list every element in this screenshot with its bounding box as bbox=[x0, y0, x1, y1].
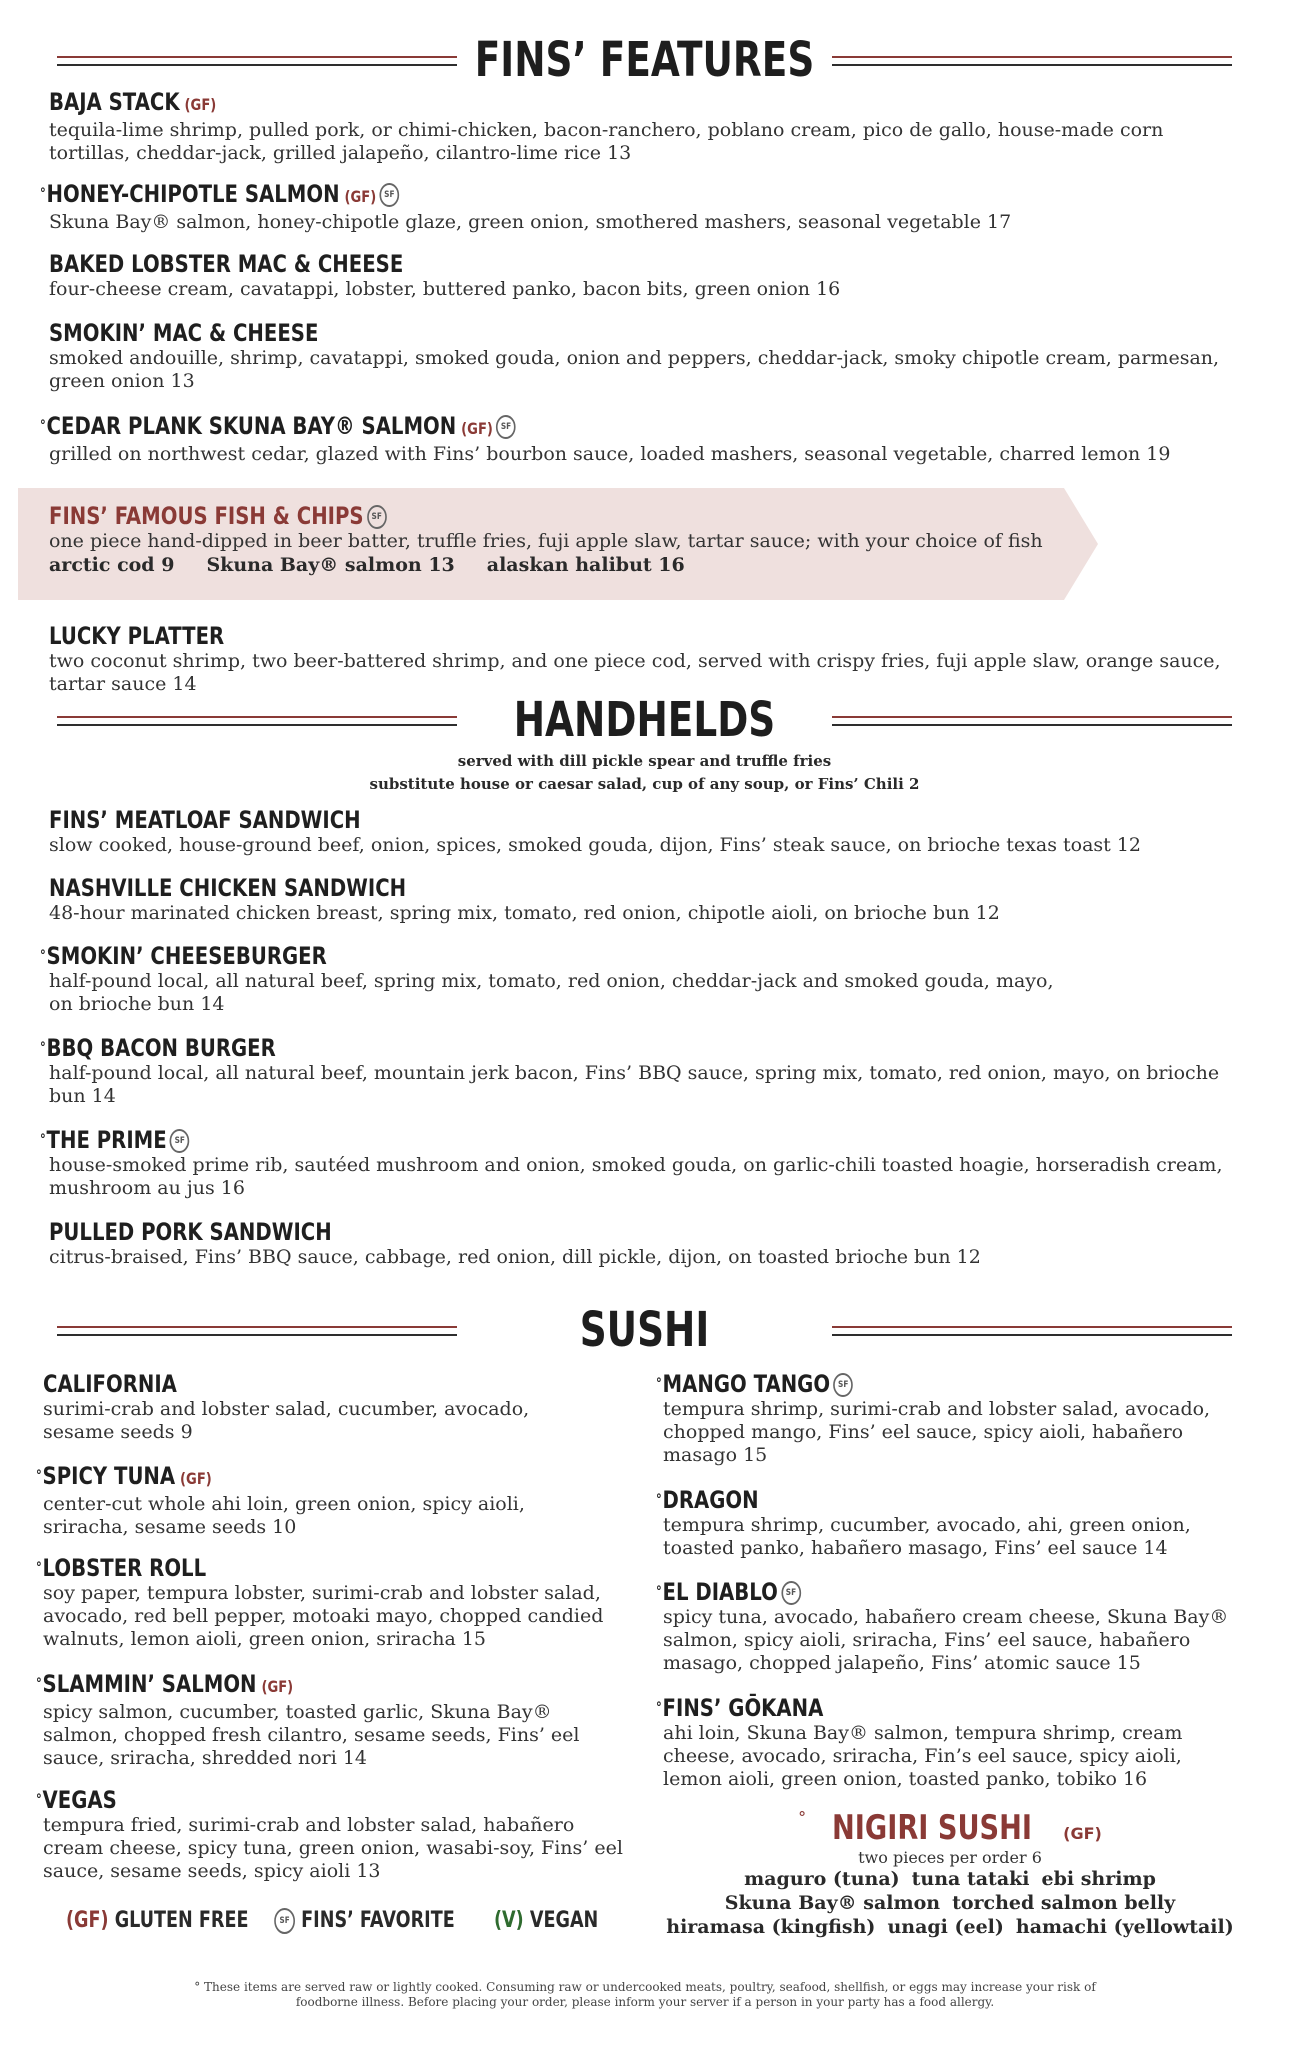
menu-item-the-prime bbox=[40, 1126, 1240, 1200]
section-header-sushi bbox=[0, 1300, 1289, 1360]
menu-item-baked-lobster-mac bbox=[49, 250, 1249, 301]
sushi-item-lobster-roll bbox=[36, 1554, 616, 1651]
raw-marker: ° bbox=[656, 1376, 662, 1392]
nigiri-subtitle: two pieces per order 6 bbox=[858, 1848, 1042, 1867]
item-description: slow cooked, house-ground beef, onion, spices, smoked gouda, dijon, Fins’ steak sauce, on brioche texas toast 12 bbox=[49, 834, 1141, 856]
gf-tag: (GF) bbox=[261, 1677, 294, 1696]
gf-tag: (GF) bbox=[461, 419, 493, 438]
item-name: °VEGAS bbox=[36, 1786, 117, 1814]
raw-marker: ° bbox=[40, 1040, 46, 1056]
section-title-handhelds: HANDHELDS bbox=[513, 692, 776, 748]
sushi-item-california bbox=[43, 1370, 603, 1444]
header-rule-right bbox=[832, 716, 1232, 728]
nigiri-option: Skuna Bay® salmon bbox=[724, 1892, 941, 1914]
item-description: tempura shrimp, surimi-crab and lobster salad, avocado, chopped mango, Fins’ eel sauce, spicy aioli, habañero masago 15 bbox=[663, 1398, 1211, 1466]
item-name: °HONEY-CHIPOTLE SALMON (GF) SF bbox=[40, 180, 399, 211]
item-description: two coconut shrimp, two beer-battered shrimp, and one piece cod, served with crispy fries, fuji apple slaw, orange sauce, tartar sauce 14 bbox=[49, 650, 1221, 695]
item-description: citrus-braised, Fins’ BBQ sauce, cabbage, red onion, dill pickle, dijon, on toasted brioche bun 12 bbox=[49, 1246, 981, 1268]
item-name: °MANGO TANGO SF bbox=[656, 1370, 853, 1398]
nigiri-option: torched salmon belly bbox=[952, 1892, 1176, 1914]
sushi-item-slammin-salmon bbox=[36, 1670, 626, 1770]
sushi-item-vegas bbox=[36, 1786, 626, 1883]
sushi-item-spicy-tuna bbox=[36, 1462, 596, 1539]
item-description: tempura fried, surimi-crab and lobster salad, habañero cream cheese, spicy tuna, green onion, wasabi-soy, Fins’ eel sauce, sesame seeds, spicy aioli 13 bbox=[43, 1814, 623, 1882]
section-header-features bbox=[0, 30, 1289, 90]
raw-marker: ° bbox=[656, 1584, 662, 1600]
menu-item-honey-chipotle-salmon bbox=[40, 180, 1240, 234]
item-description: smoked andouille, shrimp, cavatappi, smoked gouda, onion and peppers, cheddar-jack, smoky chipotle cream, parmesan, green onion 13 bbox=[49, 347, 1220, 392]
gf-tag: (GF) bbox=[184, 95, 217, 114]
raw-marker: ° bbox=[40, 418, 46, 434]
nigiri-option: hiramasa (kingfish) bbox=[666, 1916, 876, 1938]
item-description: center-cut whole ahi loin, green onion, spicy aioli, sriracha, sesame seeds 10 bbox=[43, 1493, 525, 1538]
item-name: °THE PRIME SF bbox=[40, 1126, 190, 1154]
item-description: spicy tuna, avocado, habañero cream cheese, Skuna Bay® salmon, spicy aioli, sriracha, Fins’ eel sauce, habañero masago, chopped jalapeño, Fins’ atomic sauce 15 bbox=[663, 1606, 1229, 1674]
item-description: tempura shrimp, cucumber, avocado, ahi, green onion, toasted panko, habañero masago, Fins’ eel sauce 14 bbox=[663, 1514, 1191, 1559]
fins-favorite-icon: SF bbox=[833, 1373, 853, 1397]
raw-marker: ° bbox=[36, 1468, 42, 1484]
nigiri-title: NIGIRI SUSHI bbox=[832, 1808, 1033, 1848]
nigiri-section bbox=[660, 1808, 1240, 1939]
fish-options bbox=[49, 553, 1089, 577]
item-name: FINS’ FAMOUS FISH & CHIPS SF bbox=[49, 502, 387, 530]
raw-marker: ° bbox=[36, 1560, 42, 1576]
legend-fins-favorite: SF FINS’ FAVORITE bbox=[271, 1908, 455, 1934]
menu-item-baja-stack bbox=[49, 88, 1249, 165]
raw-marker: ° bbox=[40, 1132, 46, 1148]
fins-favorite-icon: SF bbox=[170, 1129, 190, 1153]
item-description: grilled on northwest cedar, glazed with Fins’ bourbon sauce, loaded mashers, seasonal vegetable, charred lemon 19 bbox=[49, 443, 1171, 465]
fish-option: alaskan halibut 16 bbox=[486, 554, 685, 576]
item-name: °SMOKIN’ CHEESEBURGER bbox=[40, 942, 327, 970]
menu-item-fish-and-chips bbox=[49, 502, 1089, 577]
item-name: NASHVILLE CHICKEN SANDWICH bbox=[49, 874, 407, 902]
legend-gluten-free: (GF) GLUTEN FREE bbox=[66, 1908, 249, 1933]
menu-item-cedar-plank-salmon bbox=[40, 412, 1240, 466]
menu-item-bbq-bacon-burger bbox=[40, 1034, 1240, 1108]
item-name: °CEDAR PLANK SKUNA BAY® SALMON (GF) SF bbox=[40, 412, 516, 443]
item-name: °BBQ BACON BURGER bbox=[40, 1034, 276, 1062]
item-name: °SPICY TUNA (GF) bbox=[36, 1462, 212, 1490]
raw-marker: ° bbox=[656, 1700, 662, 1716]
item-name: °SLAMMIN’ SALMON (GF) bbox=[36, 1670, 294, 1698]
item-name: FINS’ MEATLOAF SANDWICH bbox=[49, 806, 361, 834]
raw-marker: ° bbox=[798, 1808, 807, 1827]
gf-tag: (GF) bbox=[180, 1469, 212, 1488]
nigiri-row-1 bbox=[660, 1867, 1240, 1891]
nigiri-row-2 bbox=[660, 1891, 1240, 1915]
nigiri-option: hamachi (yellowtail) bbox=[1015, 1916, 1234, 1938]
section-header-handhelds bbox=[0, 690, 1289, 750]
handhelds-note-1: served with dill pickle spear and truffle fries bbox=[457, 752, 832, 770]
section-title-features: FINS’ FEATURES bbox=[474, 32, 815, 88]
raw-food-disclaimer: ° These items are served raw or lightly cooked. Consuming raw or undercooked meats, poultry, seafood, shellfish, or eggs may increase your risk of foodborne illness. Before placing your order, please inform your server if a person in your party has a food allergy. bbox=[194, 1980, 1096, 2009]
legend-vegan: (V) VEGAN bbox=[494, 1908, 599, 1933]
item-description: four-cheese cream, cavatappi, lobster, buttered panko, bacon bits, green onion 16 bbox=[49, 278, 841, 300]
menu-item-smokin-mac bbox=[49, 319, 1229, 393]
fins-favorite-icon: SF bbox=[380, 183, 400, 207]
nigiri-row-3 bbox=[660, 1915, 1240, 1939]
item-description: 48-hour marinated chicken breast, spring mix, tomato, red onion, chipotle aioli, on brioche bun 12 bbox=[49, 902, 1000, 924]
raw-marker: ° bbox=[40, 186, 46, 202]
nigiri-option: ebi shrimp bbox=[1041, 1868, 1156, 1890]
item-name: SMOKIN’ MAC & CHEESE bbox=[49, 319, 319, 347]
item-description: spicy salmon, cucumber, toasted garlic, Skuna Bay® salmon, chopped fresh cilantro, sesame seeds, Fins’ eel sauce, sriracha, shredded nori 14 bbox=[43, 1701, 580, 1769]
item-name: °LOBSTER ROLL bbox=[36, 1554, 207, 1582]
header-rule-right bbox=[832, 56, 1232, 68]
item-description: half-pound local, all natural beef, mountain jerk bacon, Fins’ BBQ sauce, spring mix, tomato, red onion, mayo, on brioche bun 14 bbox=[49, 1062, 1220, 1107]
item-name: CALIFORNIA bbox=[43, 1370, 177, 1398]
header-rule-right bbox=[832, 1326, 1232, 1338]
item-description: ahi loin, Skuna Bay® salmon, tempura shrimp, cream cheese, avocado, sriracha, Fin’s eel sauce, spicy aioli, lemon aioli, green onion, toasted panko, tobiko 16 bbox=[663, 1722, 1183, 1790]
item-description: surimi-crab and lobster salad, cucumber, avocado, sesame seeds 9 bbox=[43, 1398, 530, 1443]
menu-item-smokin-cheeseburger bbox=[40, 942, 1070, 1016]
nigiri-option: tuna tataki bbox=[911, 1868, 1030, 1890]
sushi-item-el-diablo bbox=[656, 1578, 1236, 1675]
item-description: one piece hand-dipped in beer batter, truffle fries, fuji apple slaw, tartar sauce; with your choice of fish bbox=[49, 530, 1043, 552]
sushi-item-fins-gokana bbox=[656, 1694, 1246, 1791]
item-description: half-pound local, all natural beef, spring mix, tomato, red onion, cheddar-jack and smoked gouda, mayo, on brioche bun 14 bbox=[49, 970, 1054, 1015]
raw-marker: ° bbox=[40, 948, 46, 964]
raw-marker: ° bbox=[36, 1792, 42, 1808]
raw-marker: ° bbox=[36, 1676, 42, 1692]
menu-item-lucky-platter bbox=[49, 622, 1239, 696]
item-name: BAJA STACK (GF) bbox=[49, 88, 217, 116]
item-name: BAKED LOBSTER MAC & CHEESE bbox=[49, 250, 404, 278]
item-name: °DRAGON bbox=[656, 1486, 759, 1514]
section-title-sushi: SUSHI bbox=[579, 1302, 710, 1358]
fish-option: Skuna Bay® salmon 13 bbox=[206, 554, 455, 576]
fins-favorite-icon: SF bbox=[274, 1908, 295, 1934]
item-name: °FINS’ GŌKANA bbox=[656, 1694, 824, 1722]
item-description: house-smoked prime rib, sautéed mushroom and onion, smoked gouda, on garlic-chili toasted hoagie, horseradish cream, mushroom au jus 16 bbox=[49, 1154, 1223, 1199]
nigiri-heading bbox=[660, 1808, 1240, 1848]
nigiri-option: maguro (tuna) bbox=[744, 1868, 900, 1890]
gf-tag: (GF) bbox=[1063, 1824, 1102, 1843]
fins-favorite-icon: SF bbox=[496, 415, 516, 439]
raw-marker: ° bbox=[656, 1492, 662, 1508]
gf-tag: (GF) bbox=[344, 187, 377, 206]
item-description: tequila-lime shrimp, pulled pork, or chimi-chicken, bacon-ranchero, poblano cream, pico de gallo, house-made corn tortillas, cheddar-jack, grilled jalapeño, cilantro-lime rice 13 bbox=[49, 119, 1164, 164]
sushi-item-mango-tango bbox=[656, 1370, 1226, 1467]
fins-favorite-icon: SF bbox=[367, 505, 387, 529]
menu-legend bbox=[66, 1908, 666, 1940]
item-description: Skuna Bay® salmon, honey-chipotle glaze, green onion, smothered mashers, seasonal vegetable 17 bbox=[49, 211, 1012, 233]
item-description: soy paper, tempura lobster, surimi-crab and lobster salad, avocado, red bell pepper, motoaki mayo, chopped candied walnuts, lemon aioli, green onion, sriracha 15 bbox=[43, 1582, 604, 1650]
sushi-item-dragon bbox=[656, 1486, 1226, 1560]
menu-item-nashville-chicken bbox=[49, 874, 1249, 925]
fins-favorite-icon: SF bbox=[781, 1581, 801, 1605]
menu-item-pulled-pork bbox=[49, 1218, 1249, 1269]
fish-option: arctic cod 9 bbox=[49, 554, 175, 576]
handhelds-note-2: substitute house or caesar salad, cup of any soup, or Fins’ Chili 2 bbox=[369, 775, 920, 793]
item-name: LUCKY PLATTER bbox=[49, 622, 225, 650]
nigiri-option: unagi (eel) bbox=[887, 1916, 1004, 1938]
item-name: PULLED PORK SANDWICH bbox=[49, 1218, 332, 1246]
item-name: °EL DIABLO SF bbox=[656, 1578, 801, 1606]
menu-item-meatloaf-sandwich bbox=[49, 806, 1249, 857]
